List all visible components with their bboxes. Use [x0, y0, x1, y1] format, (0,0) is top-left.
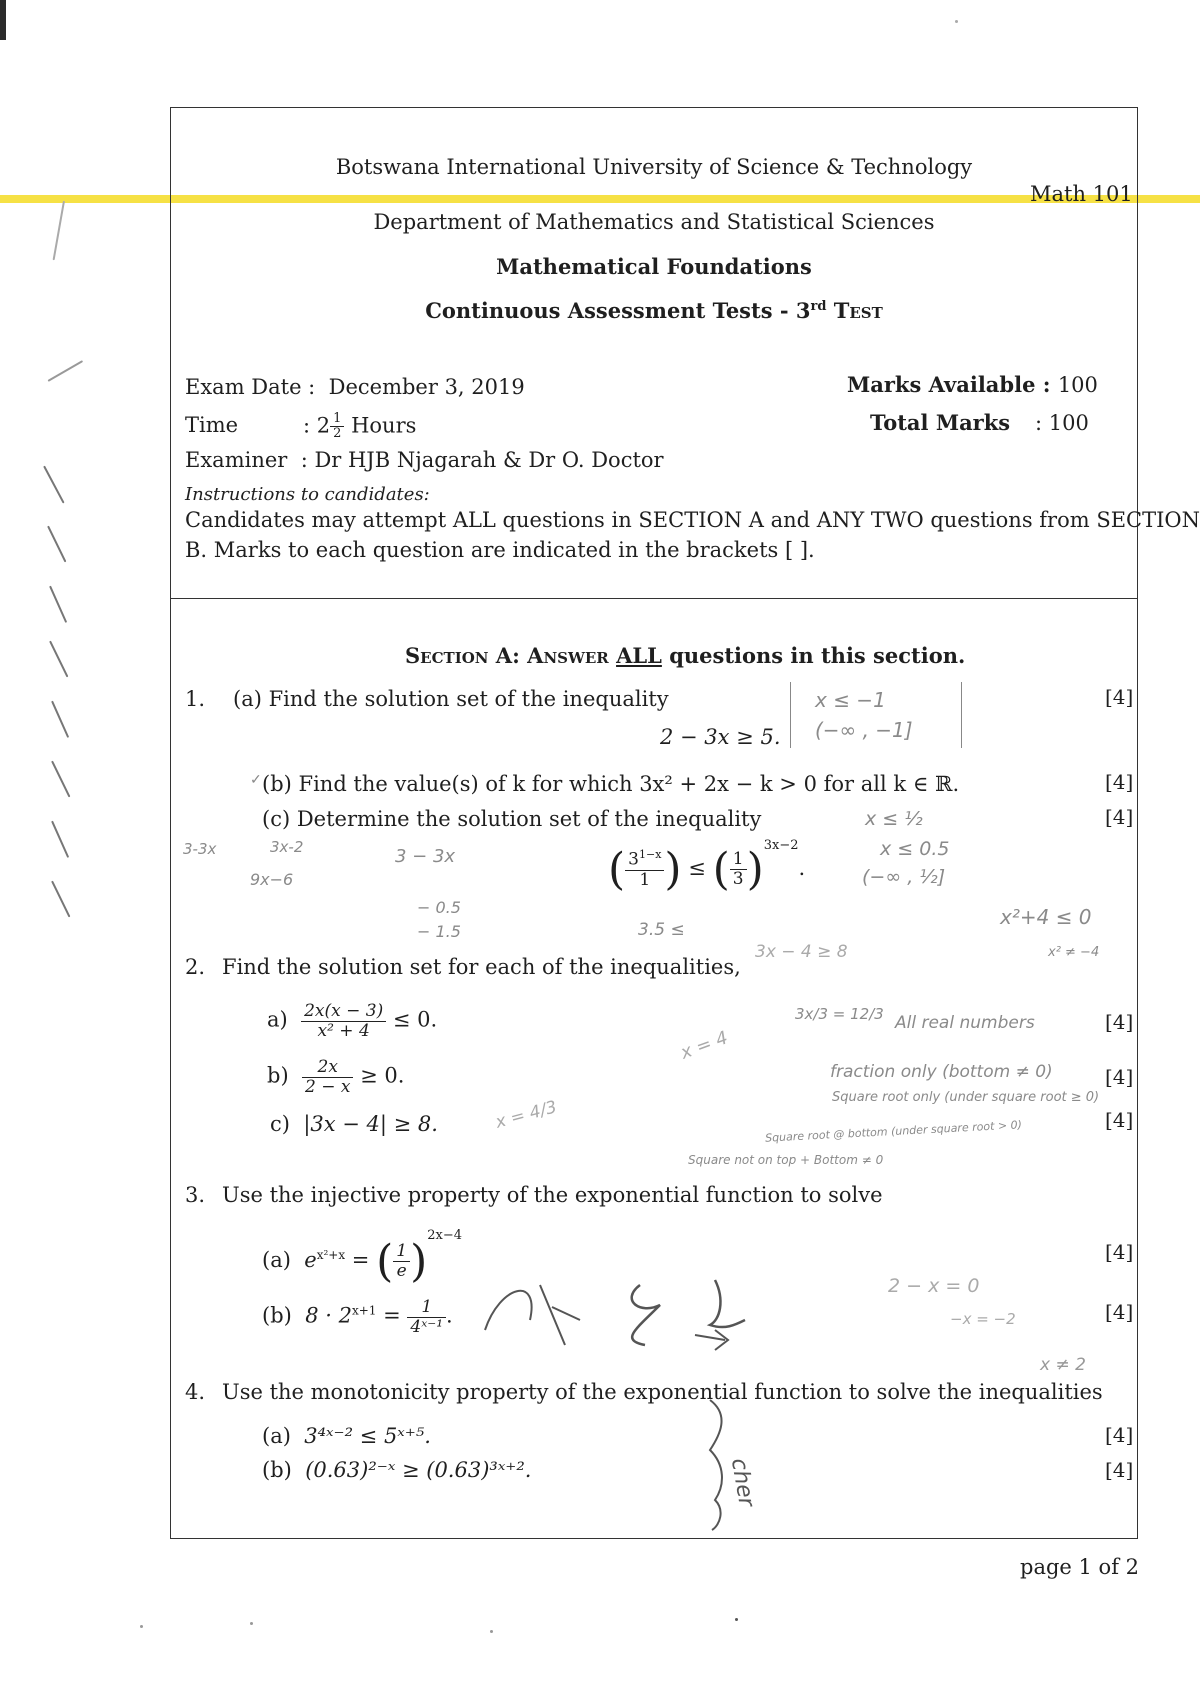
hand-note: x = 4/3 [493, 1097, 560, 1133]
q1b-mark: [4] [1105, 770, 1134, 794]
instructions-heading: Instructions to candidates: [185, 484, 430, 505]
hand-arrow-scribbles [470, 1245, 830, 1375]
section-a-heading: Section A: Answer ALL questions in this section. [405, 643, 966, 668]
hand-note: x²+4 ≤ 0 [1000, 905, 1092, 929]
q3-number: 3. [185, 1183, 206, 1207]
q1c-math: ( $\frac{3^{1-x}}{1}$ ) ≤ ( $\frac{1}{3}$ )$^{3x-2}$. [608, 838, 806, 895]
q2b-mark: [4] [1105, 1065, 1134, 1089]
marks-available: Marks Available : 100 [847, 372, 1098, 397]
hand-note: x ≤ ½ [865, 808, 923, 830]
q1c-text: (c) Determine the solution set of the inequality [262, 807, 762, 831]
hand-note: 3 − 3x [395, 846, 456, 867]
header-divider [170, 598, 1138, 599]
department-name: Department of Mathematics and Statistical Sciences [373, 210, 935, 234]
q1b-text: (b) Find the value(s) of k for which 3x² + 2x − k > 0 for all k ∈ ℝ. [262, 772, 960, 796]
hand-note: 2 − x = 0 [888, 1275, 980, 1297]
q4a-mark: [4] [1105, 1423, 1134, 1447]
q4-text: Use the monotonicity property of the exponential function to solve the inequalities [222, 1380, 1103, 1404]
hand-note: Square root only (under square root ≥ 0) [832, 1090, 1100, 1105]
hand-note: x ≠ 2 [1040, 1355, 1086, 1375]
q3b-math: (b) $8 \cdot 2^{x+1}$ = $\frac{1}{\text{4ˣ⁻¹}}$ . [262, 1297, 453, 1337]
test-title: Continuous Assessment Tests - 3rd Test [425, 298, 883, 323]
q3a-math: (a) $e^{x^2+x}$ = ( $\frac{1}{e}$ )$^{2x-4}$ [262, 1228, 463, 1287]
instructions-line-1: Candidates may attempt ALL questions in SECTION A and ANY TWO questions from SECTION [185, 508, 1200, 532]
hand-note: x = 4 [677, 1027, 731, 1064]
q4a-math: (a) 3⁴ˣ⁻² ≤ 5ˣ⁺⁵. [262, 1424, 431, 1448]
exam-date: Exam Date : December 3, 2019 [185, 375, 525, 399]
hand-tick-icon: ✓ [250, 772, 262, 788]
q2c-math: c) |3x − 4| ≥ 8. [270, 1112, 438, 1136]
q1a-mark: [4] [1105, 685, 1134, 709]
q1c-mark: [4] [1105, 805, 1134, 829]
hand-note: 3x-2 [270, 838, 304, 856]
hand-note: (−∞ , −1] [815, 718, 913, 742]
q3b-mark: [4] [1105, 1300, 1134, 1324]
hand-note: x ≤ 0.5 [880, 838, 950, 860]
hand-note: (−∞ , ½] [862, 866, 946, 888]
hand-note: All real numbers [895, 1013, 1035, 1033]
hand-note: − 0.5 [417, 898, 461, 917]
hand-note: 3x/3 = 12/3 [795, 1005, 884, 1023]
hand-note: −x = −2 [950, 1310, 1016, 1328]
course-name: Mathematical Foundations [496, 254, 812, 279]
hand-note: Square root @ bottom (under square root > 0) [764, 1118, 1023, 1145]
q1a-text: (a) Find the solution set of the inequality [233, 687, 669, 711]
scan-edge-mark [0, 0, 6, 40]
hand-note: 3-3x [183, 840, 217, 858]
hand-note: cher [725, 1456, 759, 1509]
total-marks: Total Marks : 100 [870, 410, 1089, 435]
hand-note: − 1.5 [417, 922, 461, 941]
instructions-line-2: B. Marks to each question are indicated in the brackets [ ]. [185, 538, 815, 562]
hand-note: 9x−6 [250, 870, 294, 889]
q2-number: 2. [185, 955, 206, 979]
q4b-mark: [4] [1105, 1458, 1134, 1482]
examiner: Examiner : Dr HJB Njagarah & Dr O. Doctor [185, 448, 664, 472]
q3a-mark: [4] [1105, 1240, 1134, 1264]
course-code: Math 101 [1030, 182, 1133, 206]
hand-note: x ≤ −1 [815, 688, 886, 712]
q2a-mark: [4] [1105, 1010, 1134, 1034]
q2c-mark: [4] [1105, 1108, 1134, 1132]
q1-number: 1. [185, 687, 206, 711]
exam-time: Time : 2 $\frac{1}{2}$ Hours [185, 411, 417, 442]
page-number: page 1 of 2 [1020, 1555, 1139, 1579]
q4-number: 4. [185, 1380, 206, 1404]
hand-note: 3.5 ≤ [638, 920, 685, 940]
hand-note: x² ≠ −4 [1048, 945, 1100, 960]
q2b-math: b) $\frac{2x}{2 - x}$ ≥ 0. [267, 1057, 405, 1097]
q2-text: Find the solution set for each of the inequalities, [222, 955, 741, 979]
q3-text: Use the injective property of the exponential function to solve [222, 1183, 883, 1207]
hand-note: fraction only (bottom ≠ 0) [830, 1062, 1053, 1082]
q1a-math: 2 − 3x ≥ 5. [660, 725, 781, 749]
university-name: Botswana International University of Science & Technology [335, 155, 973, 179]
hand-note: Square not on top + Bottom ≠ 0 [688, 1153, 884, 1167]
hand-note: 3x − 4 ≥ 8 [755, 942, 848, 962]
q4b-math: (b) (0.63)²⁻ˣ ≥ (0.63)³ˣ⁺². [262, 1458, 532, 1482]
q2a-math: a) $\frac{2x(x - 3)}{\text{x² + 4}}$ ≤ 0. [267, 1001, 438, 1041]
